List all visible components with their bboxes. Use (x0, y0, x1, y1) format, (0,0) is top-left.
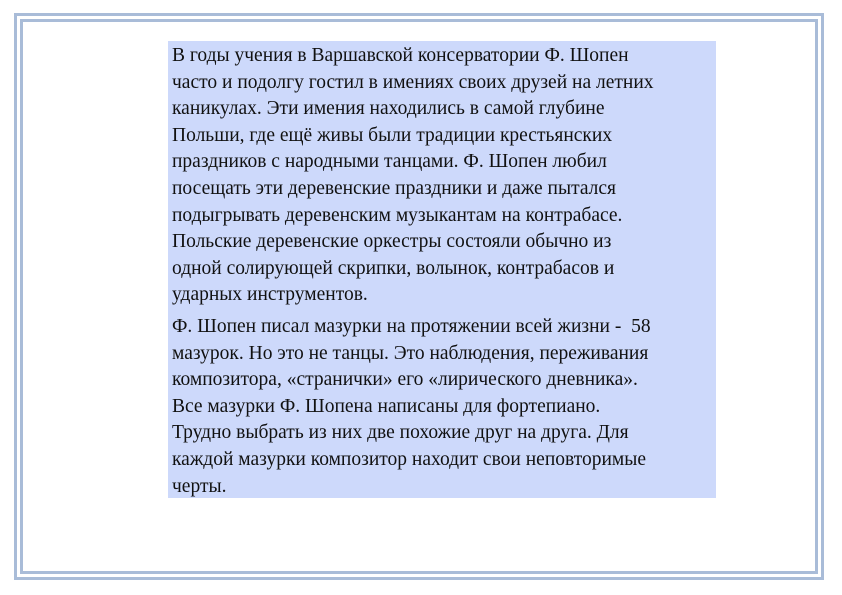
paragraph-chopin-youth: В годы учения в Варшавской консерватории Ф. Шопен часто и подолгу гостил в имениях своих друзей на летних каникулах. Эти имения находились в самой глубине Польши, где ещё живы были традиции крестьянских праздников с народными танцами. Ф. Шопен любил посещать эти деревенские праздники и даже пытался подыгрывать деревенским музыкантам на контрабасе. Польские деревенские оркестры состояли обычно из одной солирующей скрипки, волынок, контрабасов и ударных инструментов. (172, 45, 654, 306)
paragraph-chopin-mazurkas: Ф. Шопен писал мазурки на протяжении всей жизни - 58 мазурок. Но это не танцы. Это наблюдения, переживания композитора, «странички» его «лирического дневника». Все мазурки Ф. Шопена написаны для фортепиано. Трудно выбрать из них две похожие друг на друга. Для каждой мазурки композитор находит свои неповторимые черты. (172, 315, 651, 497)
text-box (168, 41, 716, 498)
